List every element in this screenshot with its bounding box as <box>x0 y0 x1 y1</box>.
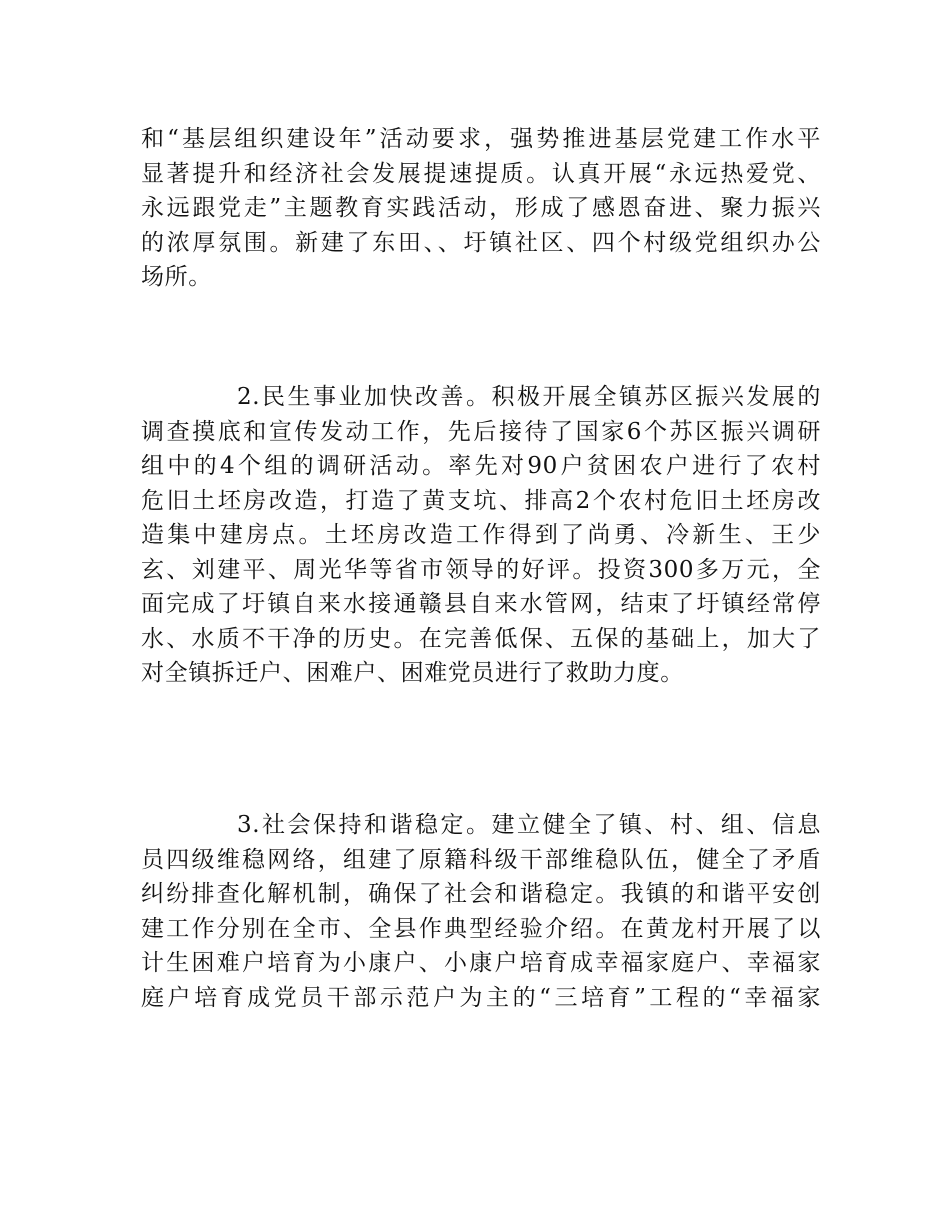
paragraph-line: 纠纷排查化解机制，确保了社会和谐稳定。我镇的和谐平安创 <box>141 881 821 907</box>
paragraph-line: 2.民生事业加快改善。积极开展全镇苏区振兴发展的 <box>237 384 821 410</box>
paragraph-line: 的浓厚氛围。新建了东田、、圩镇社区、四个村级党组织办公 <box>141 229 821 256</box>
paragraph-line: 造集中建房点。土坯房改造工作得到了尚勇、冷新生、王少 <box>141 522 821 548</box>
paragraph-line: 永远跟党走”主题教育实践活动，形成了感恩奋进、聚力振兴 <box>141 195 821 221</box>
paragraph-line: 对全镇拆迁户、困难户、困难党员进行了救助力度。 <box>141 660 684 686</box>
paragraph-line: 危旧土坯房改造，打造了黄支坑、排高2个农村危旧土坯房改 <box>141 487 821 514</box>
paragraph-line: 计生困难户培育为小康户、小康户培育成幸福家庭户、幸福家 <box>141 950 821 976</box>
paragraph-2 <box>141 380 821 691</box>
paragraph-line: 玄、刘建平、周光华等省市领导的好评。投资300多万元，全 <box>141 556 821 583</box>
paragraph-line: 场所。 <box>141 264 212 290</box>
paragraph-line: 建工作分别在全市、全县作典型经验介绍。在黄龙村开展了以 <box>141 915 821 942</box>
paragraph-line: 水、水质不干净的历史。在完善低保、五保的基础上，加大了 <box>141 625 821 652</box>
paragraph-line: 调查摸底和宣传发动工作，先后接待了国家6个苏区振兴调研 <box>141 418 821 445</box>
paragraph-1 <box>141 122 821 295</box>
paragraph-3 <box>141 808 821 1015</box>
paragraph-line: 面完成了圩镇自来水接通赣县自来水管网，结束了圩镇经常停 <box>141 591 821 617</box>
paragraph-line: 显著提升和经济社会发展提速提质。认真开展“永远热爱党、 <box>141 160 821 187</box>
paragraph-line: 组中的4个组的调研活动。率先对90户贫困农户进行了农村 <box>141 453 821 479</box>
paragraph-line: 3.社会保持和谐稳定。建立健全了镇、村、组、信息 <box>237 812 821 838</box>
paragraph-line: 庭户培育成党员干部示范户为主的“三培育”工程的“幸福家 <box>141 984 821 1011</box>
paragraph-line: 和“基层组织建设年”活动要求，强势推进基层党建工作水平 <box>141 126 821 152</box>
paragraph-line: 员四级维稳网络，组建了原籍科级干部维稳队伍，健全了矛盾 <box>141 846 821 873</box>
